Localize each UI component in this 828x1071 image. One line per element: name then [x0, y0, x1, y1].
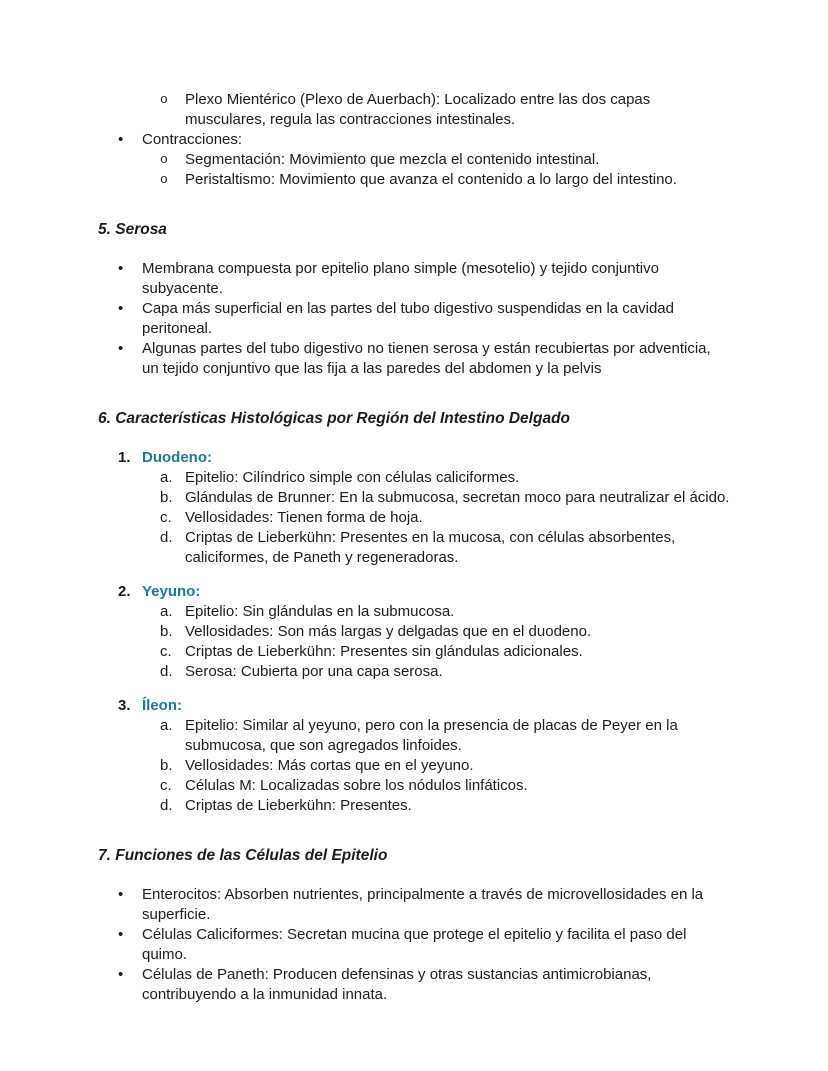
letter-marker: a.	[160, 469, 173, 486]
lettered-item	[98, 796, 730, 816]
item-text: Serosa: Cubierta por una capa serosa.	[185, 663, 443, 680]
bullet-list-item-contracciones	[98, 130, 730, 150]
item-text: Vellosidades: Son más largas y delgadas que en el duodeno.	[185, 623, 592, 640]
item-text: Peristaltismo: Movimiento que avanza el contenido a lo largo del intestino.	[185, 171, 677, 188]
bullet-marker: •	[118, 131, 124, 148]
circle-bullet-marker: o	[160, 172, 168, 187]
circle-bullet-marker: o	[160, 92, 168, 107]
bullet-marker: •	[118, 300, 124, 317]
item-text: Membrana compuesta por epitelio plano simple (mesotelio) y tejido conjuntivo subyacente.	[142, 260, 659, 297]
bullet-marker: •	[118, 966, 124, 983]
lettered-item	[98, 662, 730, 682]
letter-marker: b.	[160, 623, 173, 640]
region-title-row	[98, 582, 730, 602]
region-number: 1.	[118, 449, 131, 466]
section-heading-caracteristicas: 6. Características Histológicas por Región del Intestino Delgado	[98, 410, 571, 427]
item-text: Epitelio: Cilíndrico simple con células caliciformes.	[185, 469, 520, 486]
region-number: 2.	[118, 583, 131, 600]
item-text: Vellosidades: Más cortas que en el yeyuno.	[185, 757, 474, 774]
bullet-list-item	[98, 965, 730, 1005]
region-title-row	[98, 448, 730, 468]
item-text: Contracciones:	[142, 131, 243, 148]
bullet-list-item	[98, 299, 730, 339]
lettered-item	[98, 468, 730, 488]
item-text: Enterocitos: Absorben nutrientes, principalmente a través de microvellosidades en la superficie.	[142, 886, 704, 923]
sub-list-item-plexo	[98, 90, 730, 130]
bullet-marker: •	[118, 340, 124, 357]
lettered-item	[98, 716, 730, 756]
letter-marker: b.	[160, 757, 173, 774]
region-name: Duodeno:	[142, 449, 212, 466]
letter-marker: b.	[160, 489, 173, 506]
region-number: 3.	[118, 697, 131, 714]
region-ileon	[98, 696, 730, 816]
bullet-marker: •	[118, 260, 124, 277]
letter-marker: a.	[160, 603, 173, 620]
lettered-item	[98, 776, 730, 796]
letter-marker: d.	[160, 663, 173, 680]
item-text: Vellosidades: Tienen forma de hoja.	[185, 509, 423, 526]
region-duodeno	[98, 448, 730, 568]
lettered-item	[98, 488, 730, 508]
item-text: Criptas de Lieberkühn: Presentes sin glándulas adicionales.	[185, 643, 583, 660]
circle-bullet-marker: o	[160, 152, 168, 167]
sub-list-item-peristaltismo	[98, 170, 730, 190]
lettered-item	[98, 528, 730, 568]
item-text: Algunas partes del tubo digestivo no tienen serosa y están recubiertas por adventicia, un tejido conjuntivo que las fija a las paredes del abdomen y la pelvis	[142, 340, 711, 377]
bullet-list-item	[98, 339, 730, 379]
letter-marker: d.	[160, 797, 173, 814]
letter-marker: c.	[160, 509, 172, 526]
bullet-list-item	[98, 925, 730, 965]
letter-marker: c.	[160, 643, 172, 660]
letter-marker: a.	[160, 717, 173, 734]
bullet-list-item	[98, 259, 730, 299]
item-text: Células Caliciformes: Secretan mucina que protege el epitelio y facilita el paso del quimo.	[142, 926, 687, 963]
letter-marker: d.	[160, 529, 173, 546]
bullet-list-item	[98, 885, 730, 925]
lettered-item	[98, 508, 730, 528]
section-heading-funciones: 7. Funciones de las Células del Epitelio	[98, 847, 388, 864]
sub-list-item-segmentacion	[98, 150, 730, 170]
item-text: Epitelio: Sin glándulas en la submucosa.	[185, 603, 455, 620]
lettered-item	[98, 622, 730, 642]
letter-marker: c.	[160, 777, 172, 794]
item-text: Glándulas de Brunner: En la submucosa, secretan moco para neutralizar el ácido.	[185, 489, 730, 506]
item-text: Células M: Localizadas sobre los nódulos linfáticos.	[185, 777, 528, 794]
lettered-item	[98, 756, 730, 776]
region-name: Íleon:	[142, 697, 182, 714]
item-text: Plexo Mientérico (Plexo de Auerbach): Localizado entre las dos capas musculares, regula las contracciones intestinales.	[185, 91, 651, 128]
item-text: Segmentación: Movimiento que mezcla el contenido intestinal.	[185, 151, 600, 168]
item-text: Células de Paneth: Producen defensinas y otras sustancias antimicrobianas, contribuyendo a la inmunidad innata.	[142, 966, 652, 1003]
item-text: Criptas de Lieberkühn: Presentes.	[185, 797, 412, 814]
item-text: Capa más superficial en las partes del tubo digestivo suspendidas en la cavidad peritoneal.	[142, 300, 674, 337]
item-text: Criptas de Lieberkühn: Presentes en la mucosa, con células absorbentes, caliciformes, de Paneth y regeneradoras.	[185, 529, 676, 566]
lettered-item	[98, 602, 730, 622]
bullet-marker: •	[118, 926, 124, 943]
region-yeyuno	[98, 582, 730, 682]
item-text: Epitelio: Similar al yeyuno, pero con la presencia de placas de Peyer en la submucosa, que son agregados linfoides.	[185, 717, 678, 754]
bullet-marker: •	[118, 886, 124, 903]
region-title-row	[98, 696, 730, 716]
section-heading-serosa: 5. Serosa	[98, 221, 167, 238]
region-name: Yeyuno:	[142, 583, 201, 600]
lettered-item	[98, 642, 730, 662]
